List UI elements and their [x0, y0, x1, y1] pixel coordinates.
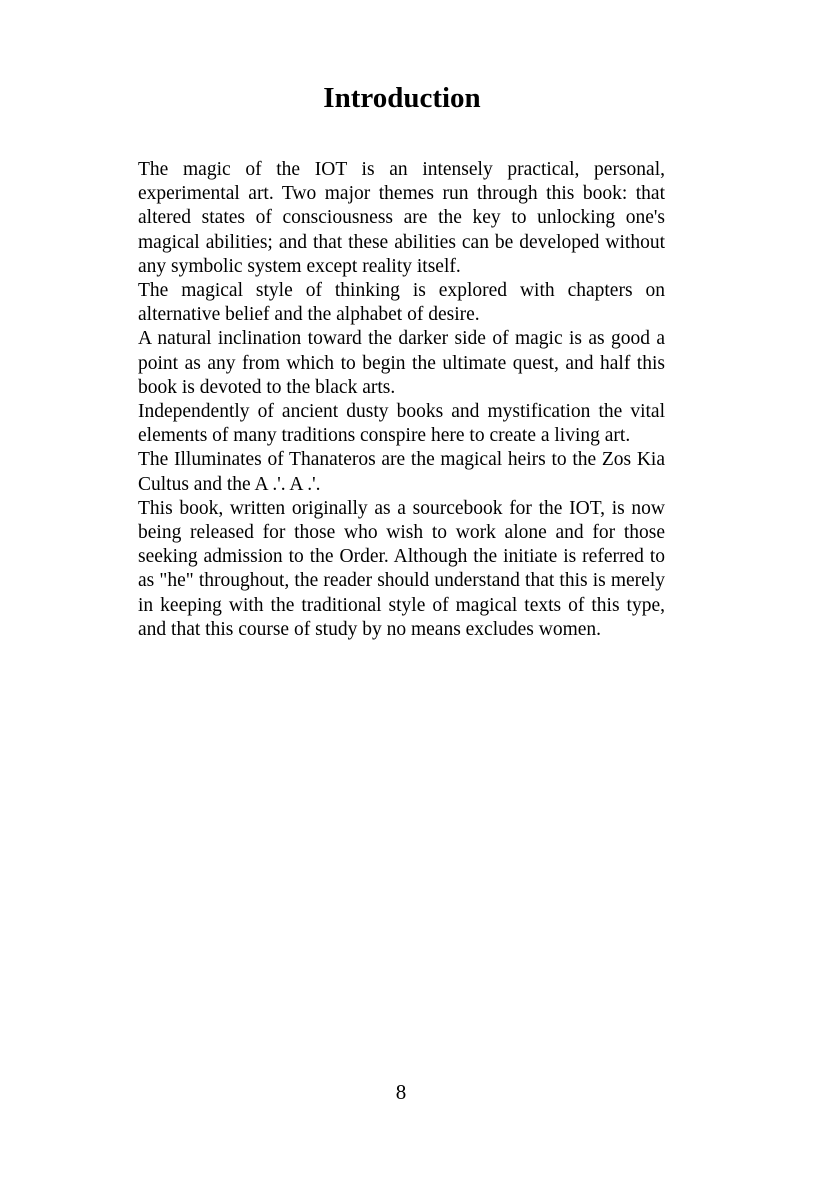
paragraph-5: The Illuminates of Thanateros are the magical heirs to the Zos Kia Cultus and the A .'. A .'. [138, 449, 665, 495]
page-number: 8 [395, 1080, 407, 1104]
paragraph-4: Independently of ancient dusty books and mystification the vital elements of many traditions conspire here to create a living art. [138, 401, 665, 447]
paragraph-1: The magic of the IOT is an intensely practical, personal, experimental art. Two major themes run through this book: that altered states of consciousness are the key to unlocking one's magical abilities; and that these abilities can be developed without any symbolic system except reality itself. [138, 159, 665, 277]
paragraph-2: The magical style of thinking is explored with chapters on alternative belief and the alphabet of desire. [138, 280, 665, 326]
page-title: Introduction [323, 82, 481, 114]
introduction-body [138, 158, 665, 642]
paragraph-3: A natural inclination toward the darker side of magic is as good a point as any from which to begin the ultimate quest, and half this book is devoted to the black arts. [138, 328, 665, 398]
paragraph-6: This book, written originally as a sourcebook for the IOT, is now being released for those who wish to work alone and for those seeking admission to the Order. Although the initiate is referred to as "he" throughout, the reader should understand that this is merely in keeping with the traditional style of magical texts of this type, and that this course of study by no means excludes women. [138, 497, 665, 640]
